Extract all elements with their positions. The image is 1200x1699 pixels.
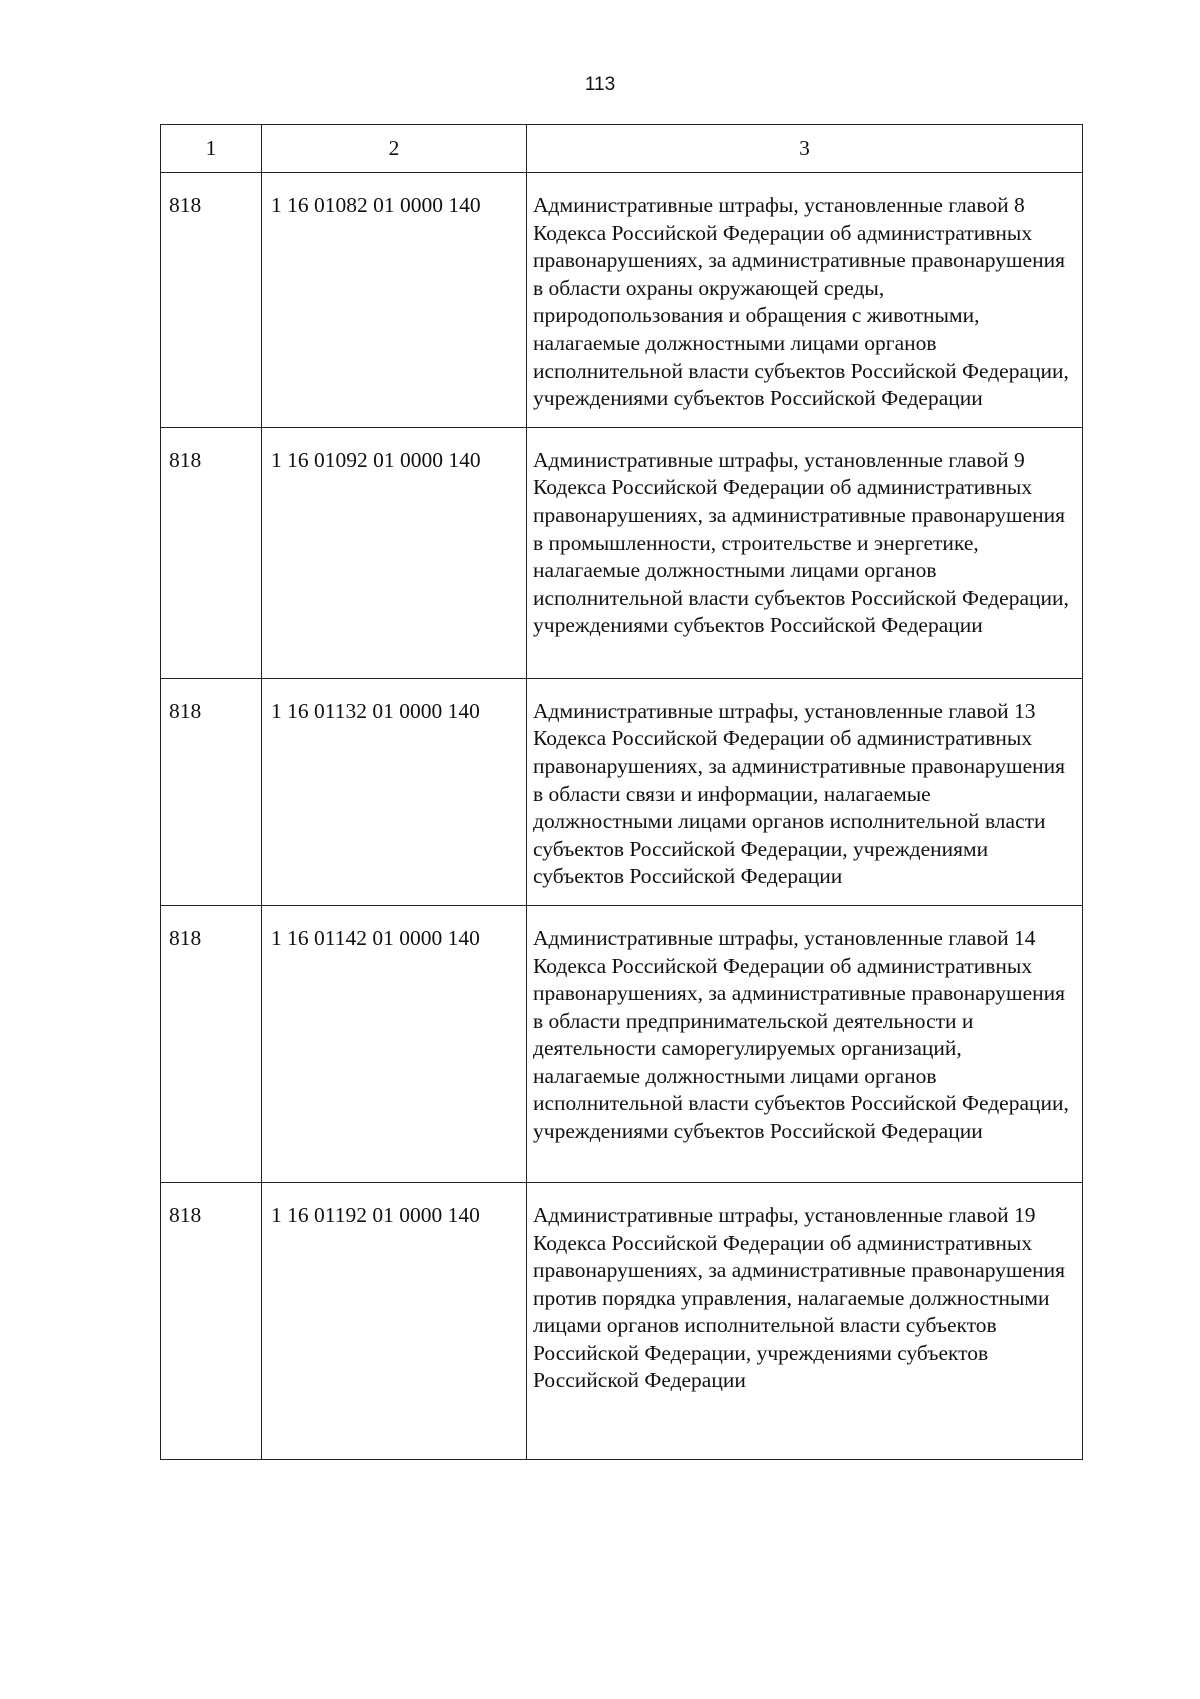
budget-code-cell: 1 16 01192 01 0000 140 (262, 1182, 527, 1459)
table-row (161, 678, 1083, 905)
table-row (161, 173, 1083, 428)
description-cell: Административные штрафы, установленные главой 19 Кодекса Российской Федерации об административных правонарушениях, за административные правонарушения против порядка управления, налагаемые должностными лицами органов исполнительной власти субъектов Российской Федерации, учреждениями субъектов Российской Федерации (527, 1182, 1083, 1459)
admin-code-cell: 818 (161, 427, 262, 678)
description-cell: Административные штрафы, установленные главой 8 Кодекса Российской Федерации об административных правонарушениях, за административные правонарушения в области охраны окружающей среды, природопользования и обращения с животными, налагаемые должностными лицами органов исполнительной власти субъектов Российской Федерации, учреждениями субъектов Российской Федерации (527, 173, 1083, 428)
table-row (161, 905, 1083, 1182)
page-number: 113 (584, 74, 616, 95)
header-col-1: 1 (161, 125, 262, 173)
budget-code-cell: 1 16 01092 01 0000 140 (262, 427, 527, 678)
description-cell: Административные штрафы, установленные главой 9 Кодекса Российской Федерации об административных правонарушениях, за административные правонарушения в промышленности, строительстве и энергетике, налагаемые должностными лицами органов исполнительной власти субъектов Российской Федерации, учреждениями субъектов Российской Федерации (527, 427, 1083, 678)
header-row (161, 125, 1083, 173)
budget-code-cell: 1 16 01132 01 0000 140 (262, 678, 527, 905)
admin-code-cell: 818 (161, 678, 262, 905)
table-row (161, 427, 1083, 678)
admin-code-cell: 818 (161, 905, 262, 1182)
table-row (161, 1182, 1083, 1459)
admin-code-cell: 818 (161, 173, 262, 428)
header-col-3: 3 (527, 125, 1083, 173)
description-cell: Административные штрафы, установленные главой 14 Кодекса Российской Федерации об административных правонарушениях, за административные правонарушения в области предпринимательской деятельности и деятельности саморегулируемых организаций, налагаемые должностными лицами органов исполнительной власти субъектов Российской Федерации, учреждениями субъектов Российской Федерации (527, 905, 1083, 1182)
budget-code-cell: 1 16 01142 01 0000 140 (262, 905, 527, 1182)
header-col-2: 2 (262, 125, 527, 173)
table-header (161, 125, 1083, 173)
budget-code-cell: 1 16 01082 01 0000 140 (262, 173, 527, 428)
admin-code-cell: 818 (161, 1182, 262, 1459)
table-body (161, 173, 1083, 1460)
codes-table (160, 124, 1083, 1460)
description-cell: Административные штрафы, установленные главой 13 Кодекса Российской Федерации об административных правонарушениях, за административные правонарушения в области связи и информации, налагаемые должностными лицами органов исполнительной власти субъектов Российской Федерации, учреждениями субъектов Российской Федерации (527, 678, 1083, 905)
